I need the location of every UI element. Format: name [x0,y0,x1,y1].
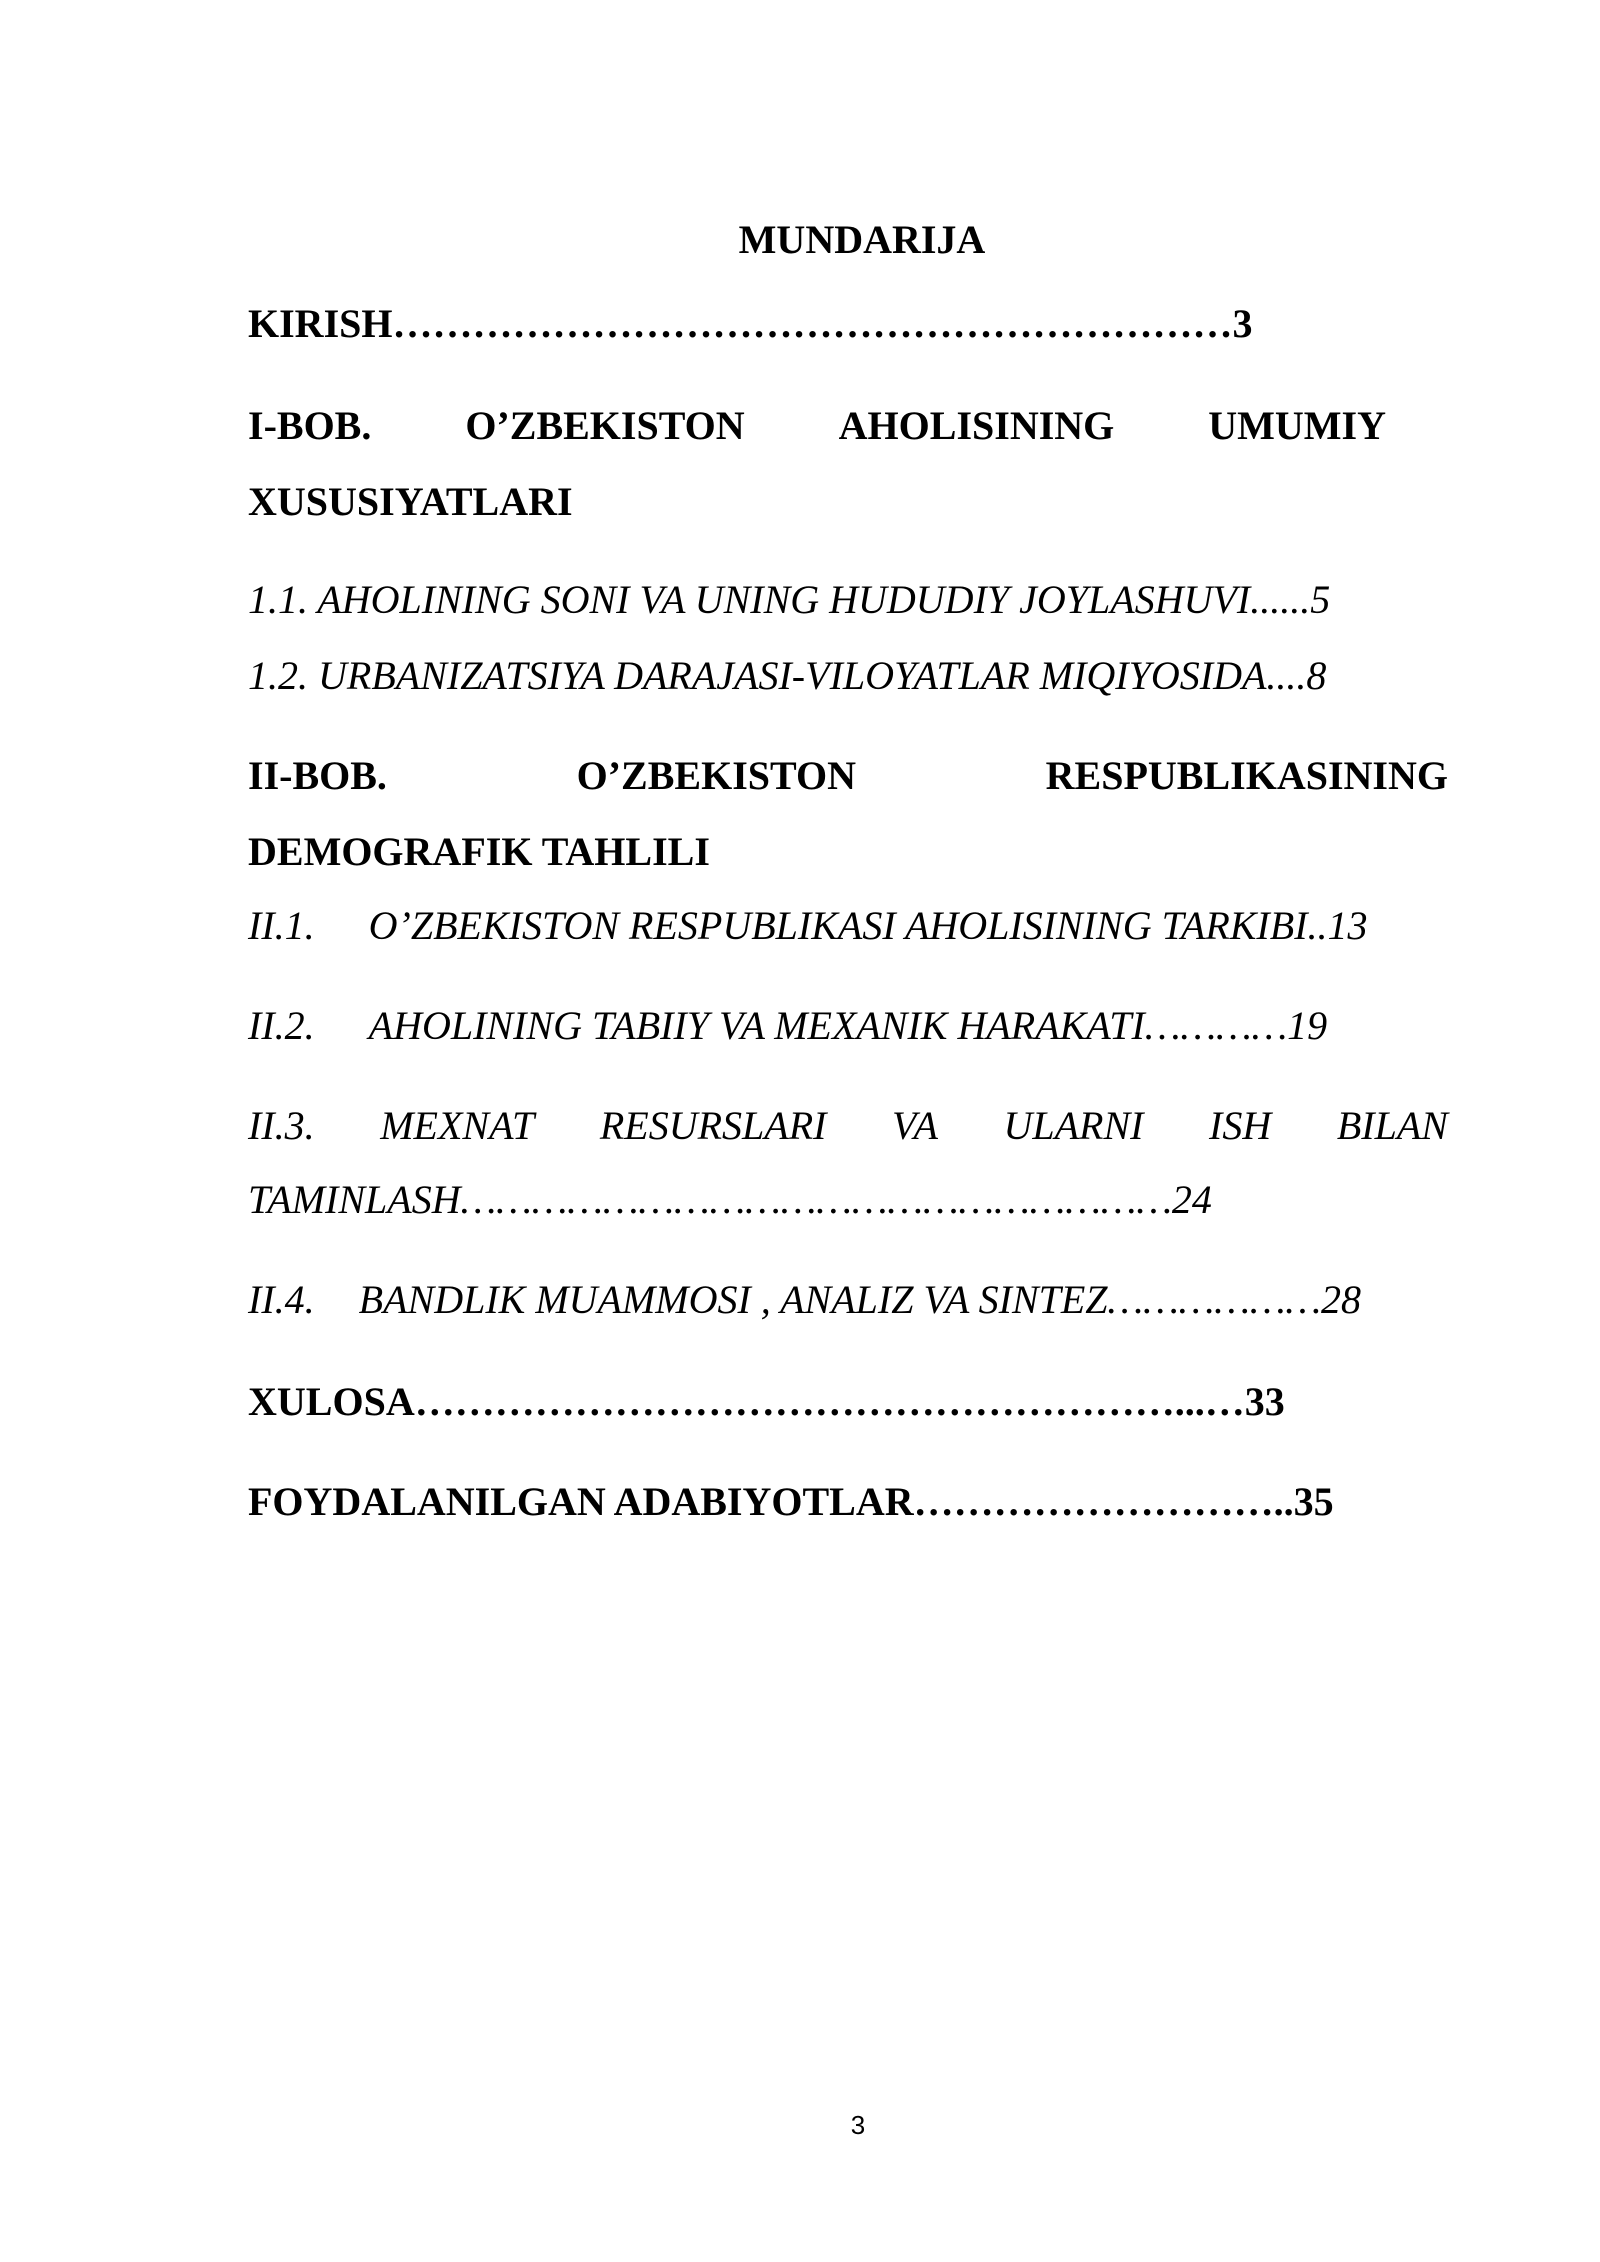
toc-entry-section-2-3 [248,1102,1448,1150]
chapter-1-word: O’ZBEKISTON [465,403,745,448]
section-2-3-word: BILAN [1336,1103,1448,1148]
toc-entry-section-1-1: 1.1. AHOLINING SONI VA UNING HUDUDIY JOYLASHUVI......5 [248,577,1331,622]
toc-entry-section-1-2: 1.2. URBANIZATSIYA DARAJASI-VILOYATLAR MIQIYOSIDA....8 [248,653,1327,698]
toc-chapter-1-heading [248,402,1386,450]
chapter-2-word: O’ZBEKISTON [576,753,856,798]
section-2-3-word: ISH [1209,1103,1272,1148]
toc-entry-xulosa: XULOSA…………………………………………………...…33 [248,1379,1285,1424]
toc-title: MUNDARIJA [738,217,986,262]
toc-entry-section-2-3-line2: TAMINLASH……………………………………………………24 [248,1177,1212,1222]
toc-chapter-2-heading-line2: DEMOGRAFIK TAHLILI [248,829,710,874]
section-number: II.1. [248,903,315,948]
toc-entry-kirish: KIRISH………………………………………………………3 [248,301,1253,346]
section-2-3-word: MEXNAT [380,1103,535,1148]
section-title: AHOLINING TABIIY VA MEXANIK HARAKATI…………19 [368,1003,1328,1048]
chapter-1-word: AHOLISINING [838,403,1115,448]
chapter-1-word: I-BOB. [248,403,372,448]
toc-entry-section-2-1 [248,902,1448,950]
chapter-1-word: UMUMIY [1208,403,1386,448]
toc-entry-section-2-2 [248,1002,1448,1050]
page-number: 3 [850,2110,866,2140]
chapter-2-word: II-BOB. [248,753,387,798]
section-2-3-word: ULARNI [1003,1103,1144,1148]
chapter-2-word: RESPUBLIKASINING [1045,753,1448,798]
toc-chapter-2-heading [248,752,1448,800]
toc-entry-section-2-4 [248,1276,1448,1324]
toc-entry-adabiyotlar: FOYDALANILGAN ADABIYOTLAR………………………..35 [248,1479,1334,1524]
section-title: O’ZBEKISTON RESPUBLIKASI AHOLISINING TARKIBI..13 [368,903,1368,948]
section-number: II.2. [248,1003,315,1048]
toc-chapter-1-heading-line2: XUSUSIYATLARI [248,479,573,524]
section-2-3-word: II.3. [248,1103,315,1148]
section-number: II.4. [248,1277,315,1322]
section-2-3-word: VA [892,1103,938,1148]
section-title: BANDLIK MUAMMOSI , ANALIZ VA SINTEZ………………28 [358,1277,1361,1322]
section-2-3-word: RESURSLARI [599,1103,827,1148]
